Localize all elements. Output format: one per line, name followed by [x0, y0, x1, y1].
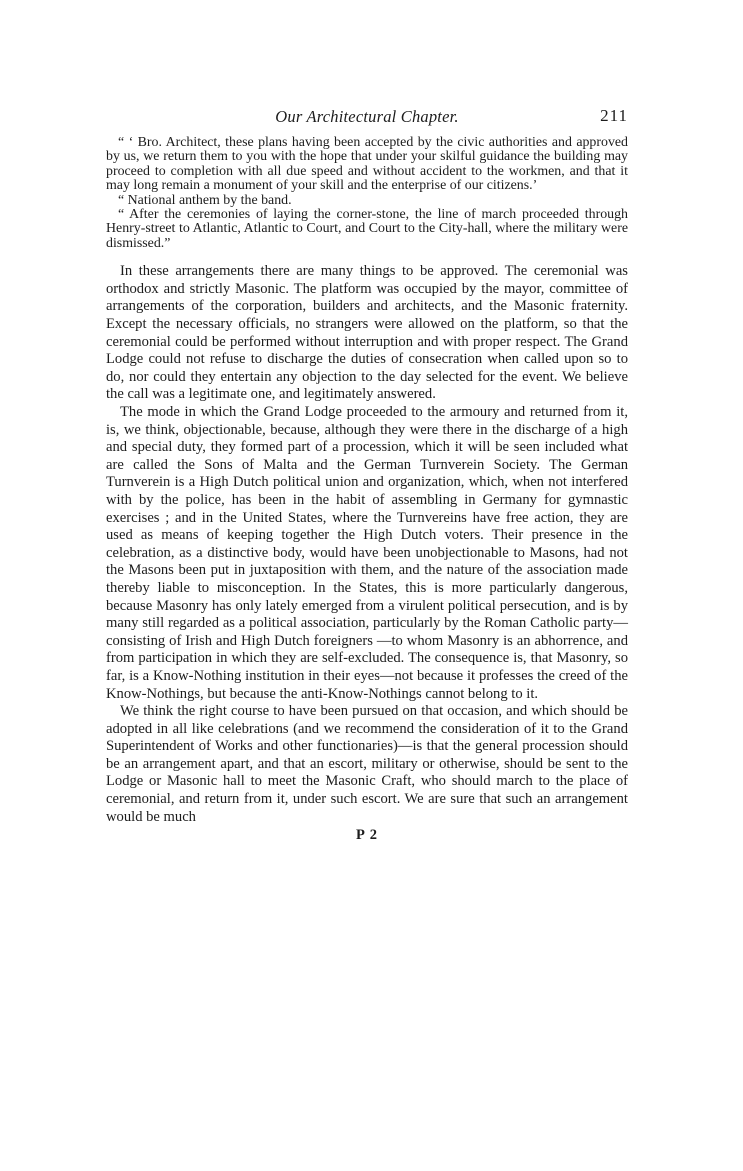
quoted-address	[106, 136, 628, 251]
body-paragraph: We think the right course to have been pursued on that occasion, and which should be adopted in all like celebrations (and we recommend the consideration of it to the Grand Superintendent of Works and other functionaries)—is that the general procession should be an arrangement apart, and that an escort, military or otherwise, should be sent to the Lodge or Masonic hall to meet the Masonic Craft, who should march to the place of ceremonial, and return from it, under such escort. We are sure that such an arrangement would be much	[106, 703, 628, 825]
body-paragraph: The mode in which the Grand Lodge proceeded to the armoury and returned from it, is, we think, objectionable, because, although they were there in the discharge of a high and special duty, they formed part of a procession, which it will be seen included what are called the Sons of Malta and the German Turnverein Society. The German Turnverein is a High Dutch political union and organization, which, when not interfered with by the police, has been in the habit of assembling in Germany for gymnastic exercises ; and in the United States, where the Turnvereins have free action, they are used as means of keeping together the High Dutch voters. Their presence in the celebration, as a distinctive body, would have been unobjectionable to Masons, had not the Masons been put in juxtaposition with them, and the nature of the association made thereby liable to misconception. In the States, this is more particularly dangerous, because Masonry has only lately emerged from a virulent political persecution, and is by many still regarded as a political association, particularly by the Roman Catholic party—consisting of Irish and High Dutch foreigners —to whom Masonry is an abhorrence, and from participation in which they are self-excluded. The consequence is, that Masonry, so far, is a Know-Nothing institution in their eyes—not because it professes the creed of the Know-Nothings, but because the anti-Know-Nothings cannot belong to it.	[106, 404, 628, 702]
signature-mark: P 2	[356, 827, 378, 844]
page-number: 211	[600, 106, 628, 125]
quote-paragraph: “ National anthem by the band.	[118, 192, 292, 208]
book-page	[106, 104, 628, 844]
running-title: Our Architectural Chapter.	[275, 107, 459, 126]
quote-paragraph: “ ‘ Bro. Architect, these plans having been accepted by the civic authorities and approved by us, we return them to you with the hope that under your skilful guidance the building may proceed to completion with all due speed and without accident to the workmen, and that it may long remain a monument of your skill and the enterprise of our citizens.’	[106, 135, 628, 194]
quote-paragraph: “ After the ceremonies of laying the corner-stone, the line of march proceeded through Henry-street to Atlantic, Atlantic to Court, and Court to the City-hall, where the military were dismissed.”	[106, 207, 628, 251]
body-text	[106, 263, 628, 826]
body-paragraph: In these arrangements there are many things to be approved. The ceremonial was orthodox and strictly Masonic. The platform was occupied by the mayor, committee of arrangements of the corporation, builders and architects, and the Masonic fraternity. Except the necessary officials, no strangers were allowed on the platform, so that the ceremonial could be performed without interruption and with proper respect. The Grand Lodge could not refuse to discharge the duties of consecration when called upon so to do, nor could they entertain any objection to the day selected for the event. We believe the call was a legitimate one, and legitimately answered.	[106, 263, 628, 403]
running-head	[106, 104, 628, 126]
